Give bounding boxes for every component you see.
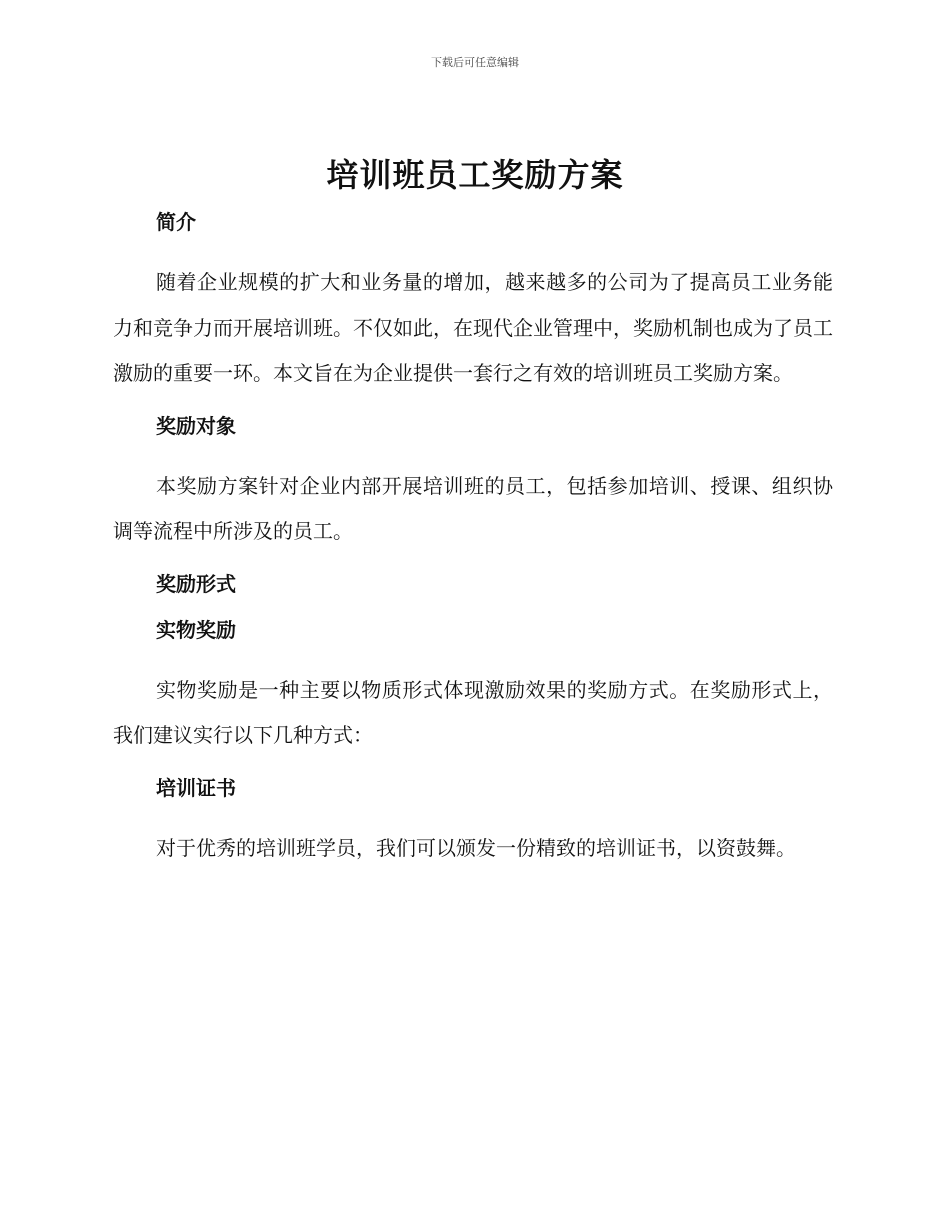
- header-note: 下载后可任意编辑: [431, 56, 519, 69]
- paragraph-physical: 实物奖励是一种主要以物质形式体现激励效果的奖励方式。在奖励形式上，我们建议实行以下几种方式：: [113, 677, 833, 747]
- section-heading-physical: 实物奖励: [156, 617, 236, 642]
- document-title: 培训班员工奖励方案: [326, 156, 624, 194]
- paragraph-certificate: 对于优秀的培训班学员，我们可以颁发一份精致的培训证书，以资鼓舞。: [156, 835, 796, 860]
- section-heading-form: 奖励形式: [156, 571, 236, 596]
- paragraph-target: 本奖励方案针对企业内部开展培训班的员工，包括参加培训、授课、组织协调等流程中所涉及的员工。: [113, 473, 833, 543]
- section-heading-target: 奖励对象: [156, 413, 236, 438]
- paragraph-intro: 随着企业规模的扩大和业务量的增加，越来越多的公司为了提高员工业务能力和竞争力而开展培训班。不仅如此，在现代企业管理中，奖励机制也成为了员工激励的重要一环。本文旨在为企业提供一套行之有效的培训班员工奖励方案。: [113, 270, 833, 385]
- section-heading-certificate: 培训证书: [156, 775, 236, 800]
- document-body: [113, 205, 833, 871]
- section-heading-intro: 简介: [156, 210, 196, 234]
